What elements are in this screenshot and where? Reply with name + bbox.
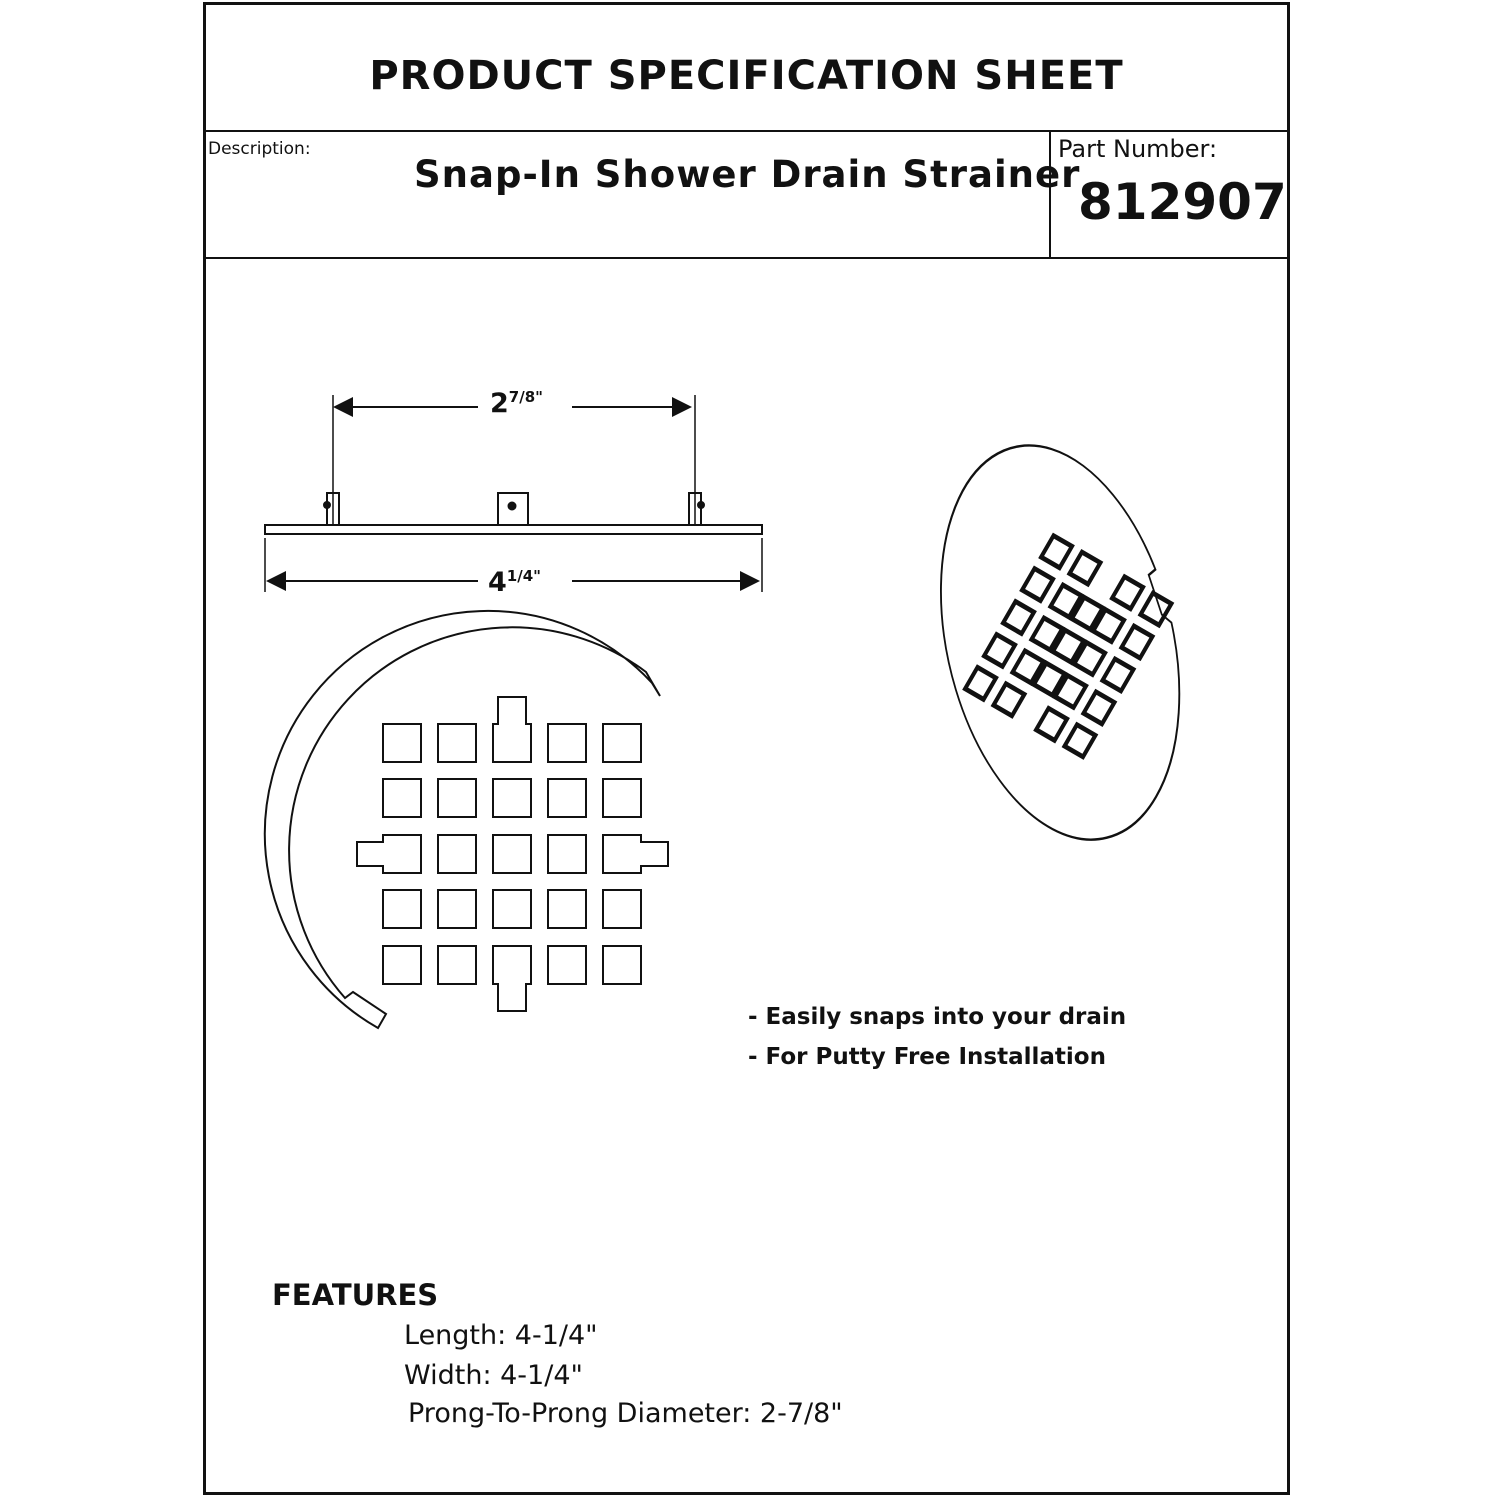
note-item: - For Putty Free Installation: [748, 1044, 1106, 1070]
prong-dimension-label: $2^{7/8"}$: [490, 388, 543, 419]
page-title: PRODUCT SPECIFICATION SHEET: [369, 53, 1124, 99]
features-heading: FEATURES: [272, 1278, 439, 1312]
note-item: - Easily snaps into your drain: [748, 1004, 1127, 1030]
feature-item: Prong-To-Prong Diameter: 2-7/8": [408, 1398, 843, 1429]
description-label: Description:: [208, 139, 311, 159]
overall-dimension-label: $4^{1/4"}$: [488, 567, 541, 598]
feature-item: Width: 4-1/4": [404, 1360, 583, 1391]
part-number-value: 812907: [1078, 173, 1287, 231]
description-value: Snap-In Shower Drain Strainer: [414, 153, 1081, 196]
part-number-label: Part Number:: [1058, 135, 1218, 163]
feature-item: Length: 4-1/4": [404, 1320, 598, 1351]
